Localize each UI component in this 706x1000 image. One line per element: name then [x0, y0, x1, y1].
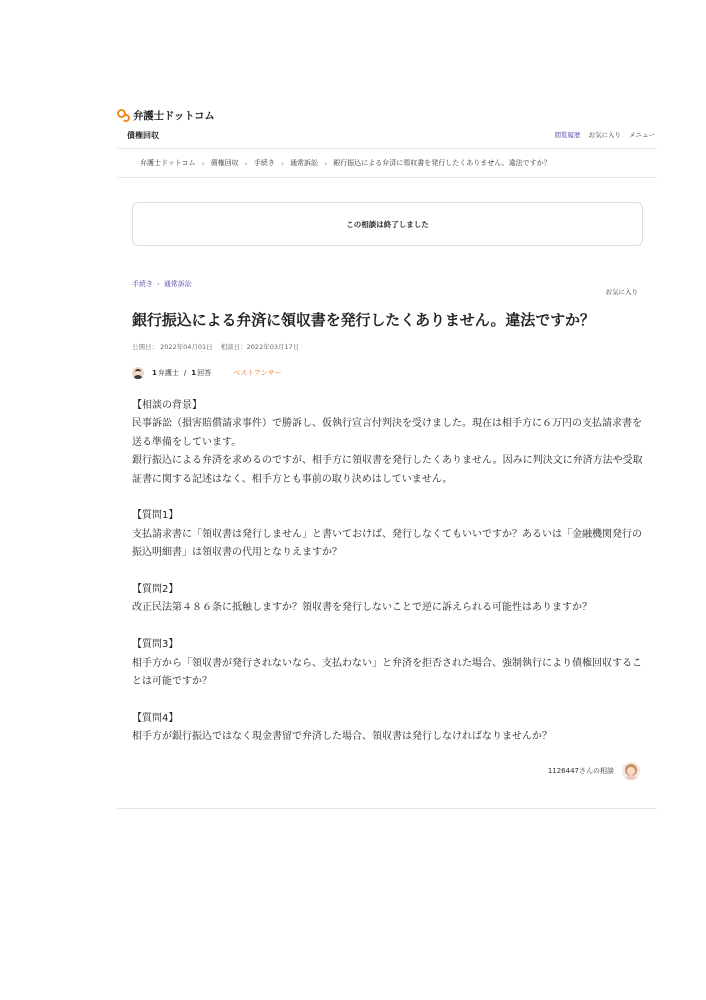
nav-menu-button[interactable]: メニュー [629, 131, 655, 139]
answers-label: 回答 [197, 369, 212, 377]
site-header [117, 108, 657, 148]
author-name: 1126447さんの相談 [547, 767, 614, 775]
chevron-right-icon: › [244, 158, 248, 168]
content-divider [117, 808, 657, 809]
breadcrumb-item-category[interactable]: 債権回収 [210, 159, 239, 167]
breadcrumb-divider [117, 177, 657, 178]
breadcrumb-item-current: 銀行振込による弁済に領収書を発行したくありません。違法ですか？ [333, 159, 551, 167]
question-title: 銀行振込による弁済に領収書を発行したくありません。違法ですか？ [132, 311, 595, 329]
chevron-right-icon: › [201, 158, 205, 168]
answer-stats [132, 367, 282, 379]
breadcrumb-item-lawsuit[interactable]: 通常訴訟 [290, 159, 319, 167]
stat-separator: / [183, 369, 187, 377]
breadcrumb [140, 158, 551, 168]
lawyers-label: 弁護士 [157, 369, 179, 377]
tag-procedure[interactable]: 手続き [132, 280, 153, 288]
lawyers-count: 1 [152, 369, 157, 377]
header-divider [117, 148, 657, 149]
question-dates [132, 342, 299, 351]
question-tags [132, 279, 192, 289]
question-3: 【質問3】 相手方から「領収書が発行されないなら、支払わない」と弁済を拒否された場合、強制執行により債権回収することは可能ですか？ [132, 639, 642, 688]
question-4: 【質問4】 相手方が銀行振込ではなく現金書留で弁済した場合、領収書は発行しなければなりませんか？ [132, 712, 552, 743]
nav-favorites-link[interactable]: お気に入り [588, 131, 621, 139]
nav-history-link[interactable]: 閲覧履歴 [554, 131, 581, 139]
closed-notice-text: この相談は終了しました [346, 219, 429, 229]
question-1: 【質問1】 支払請求書に「領収書は発行しません」と書いておけば、発行しなくてもいいですか？あるいは「金融機関発行の振込明細書」は領収書の代用となりえますか？ [132, 510, 642, 559]
consulted-date: 相談日：2022年03月17日 [220, 343, 300, 351]
header-nav [555, 130, 656, 139]
question-2: 【質問2】 改正民法第４８６条に抵触しますか？領収書を発行しないことで逆に訴えられる可能性はありますか？ [132, 584, 592, 614]
question-author [548, 762, 640, 780]
consultation-closed-notice [132, 202, 643, 246]
user-avatar [622, 762, 640, 780]
logo-icon [117, 109, 130, 122]
question-background: 【相談の背景】 民事訴訟（損害賠償請求事件）で勝訴し、仮執行宣言付判決を受けました。現在は相手方に６万円の支払請求書を送る準備をしています。 銀行振込による弁済を求めるのですが、相手方に領収書を発行したくありません。因みに判決文に弁済方法や受取証書に関する記述はなく、相手方とも事前の取り決めはしていません。 [132, 400, 643, 485]
favorite-button[interactable]: お気に入り [605, 288, 638, 296]
category-name[interactable]: 債権回収 [127, 131, 159, 140]
chevron-right-icon: › [157, 280, 160, 288]
breadcrumb-item-home[interactable]: 弁護士ドットコム [140, 159, 196, 167]
chevron-right-icon: › [280, 158, 285, 168]
lawyer-avatar [132, 367, 144, 379]
logo-text: 弁護士ドットコム [133, 110, 215, 122]
breadcrumb-item-procedure[interactable]: 手続き [253, 159, 275, 167]
published-date: 公開日： 2022年04月01日 [132, 343, 213, 351]
site-logo[interactable] [117, 108, 657, 123]
question-body [132, 397, 647, 747]
chevron-right-icon: › [324, 158, 328, 168]
tag-lawsuit[interactable]: 通常訴訟 [163, 280, 192, 288]
best-answer-badge[interactable]: ベストアンサー [233, 369, 282, 377]
answers-count: 1 [191, 369, 197, 377]
